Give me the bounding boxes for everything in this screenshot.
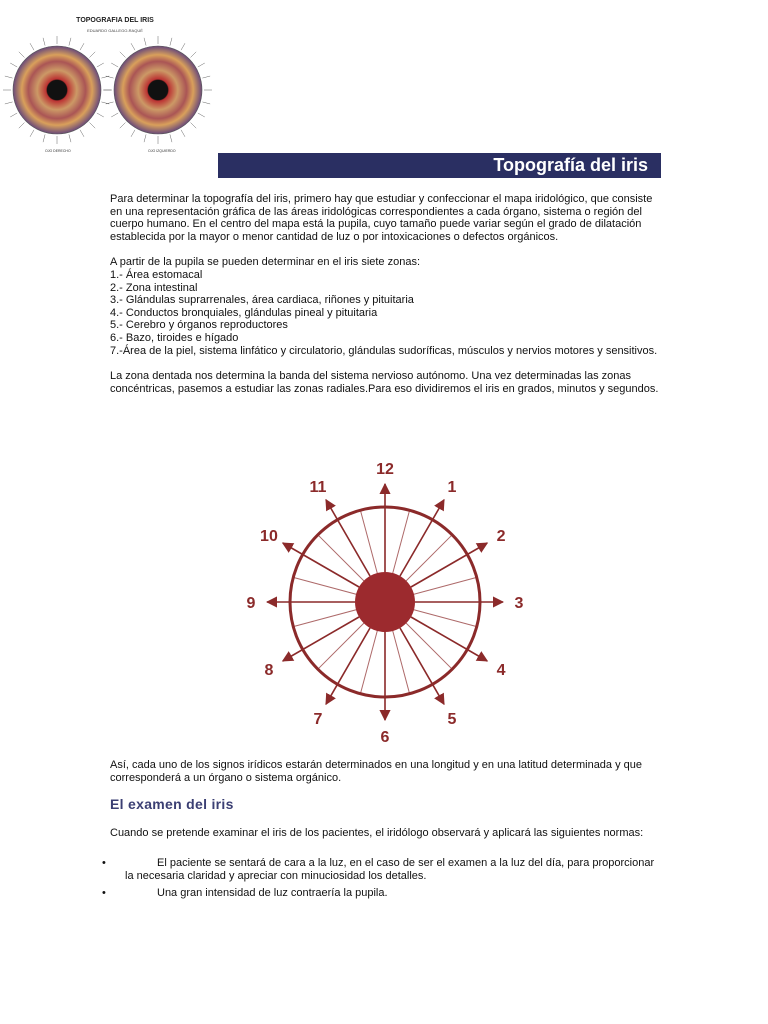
zone-item: 2.- Zona intestinal: [110, 281, 198, 294]
hour-label: 10: [260, 528, 278, 545]
article-body: [110, 193, 665, 408]
radial-paragraph: La zona dentada nos determina la banda del sistema nervioso autónomo. Una vez determinadas las zonas concéntricas, pasemos a estudiar las zonas radiales.Para eso dividiremos el iris en grados, minutos y segundos.: [110, 370, 659, 395]
zones-section: [110, 256, 665, 357]
zone-item: 4.- Conductos bronquiales, glándulas pineal y pituitaria: [110, 306, 378, 319]
hour-label: 9: [246, 595, 256, 612]
hour-label: 3: [514, 595, 524, 612]
iris-clock-diagram: [245, 461, 525, 746]
pupil: [355, 572, 415, 632]
bullet-text: Una gran intensidad de luz contraería la pupila.: [157, 886, 388, 899]
left-eye-label: OJO DERECHO: [45, 149, 71, 153]
zone-item: 7.-Área de la piel, sistema linfático y circulatorio, glándulas sudoríficas, músculos y nervios motores y sensitivos.: [110, 344, 658, 357]
list-item: [102, 886, 665, 900]
iris-image-author: EDUARDO GALLEGO-RAQUÉ: [87, 28, 143, 33]
hour-label: 6: [380, 729, 390, 746]
exam-norms-list: [102, 857, 665, 899]
hour-label: 2: [496, 528, 506, 545]
list-item: [102, 857, 665, 882]
zones-intro: A partir de la pupila se pueden determinar en el iris siete zonas:: [110, 256, 421, 269]
bullet-text: El paciente se sentará de cara a la luz, en el caso de ser el examen a la luz del día, para proporcionar la necesaria claridad y apreciar con minuciosidad los detalles.: [125, 857, 655, 882]
iris-image-title: TOPOGRAFIA DEL IRIS: [76, 17, 154, 24]
right-eye-label: OJO IZQUIERDO: [148, 149, 176, 153]
hour-label: 8: [264, 662, 274, 679]
hour-label: 4: [496, 662, 506, 679]
zone-item: 6.- Bazo, tiroides e hígado: [110, 331, 239, 344]
conclusion-section: [102, 759, 665, 903]
zone-item: 1.- Área estomacal: [110, 268, 203, 281]
bullet-icon: •: [102, 857, 106, 870]
zone-item: 5.- Cerebro y órganos reproductores: [110, 319, 288, 332]
zone-item: 3.- Glándulas suprarrenales, área cardiaca, riñones y pituitaria: [110, 294, 414, 307]
iris-topography-image: [0, 0, 218, 166]
hour-label: 12: [376, 461, 394, 478]
bullet-icon: •: [102, 886, 106, 899]
exam-intro: Cuando se pretende examinar el iris de los pacientes, el iridólogo observará y aplicará las siguientes normas:: [110, 826, 644, 839]
hour-label: 1: [447, 478, 457, 496]
exam-heading: El examen del iris: [110, 796, 234, 813]
hour-label: 5: [447, 711, 457, 729]
page-title: Topografía del iris: [493, 155, 648, 175]
intro-paragraph: Para determinar la topografía del iris, primero hay que estudiar y confeccionar el mapa iridológico, que consiste en una representación gráfica de las áreas iridológicas correspondientes a cada órgano, sistema o región del cuerpo humano. En el centro del mapa está la pupila, cuyo tamaño puede variar según el grado de dilatación establecida por la mayor o menor cantidad de luz o por intoxicaciones o defectos orgánicos.: [110, 193, 653, 243]
after-clock-paragraph: Así, cada uno de los signos irídicos estarán determinados en una longitud y en una latitud determinada y que corresponderá a un órgano o sistema orgánico.: [110, 759, 643, 784]
hour-label: 11: [309, 478, 327, 496]
hour-label: 7: [313, 711, 323, 729]
